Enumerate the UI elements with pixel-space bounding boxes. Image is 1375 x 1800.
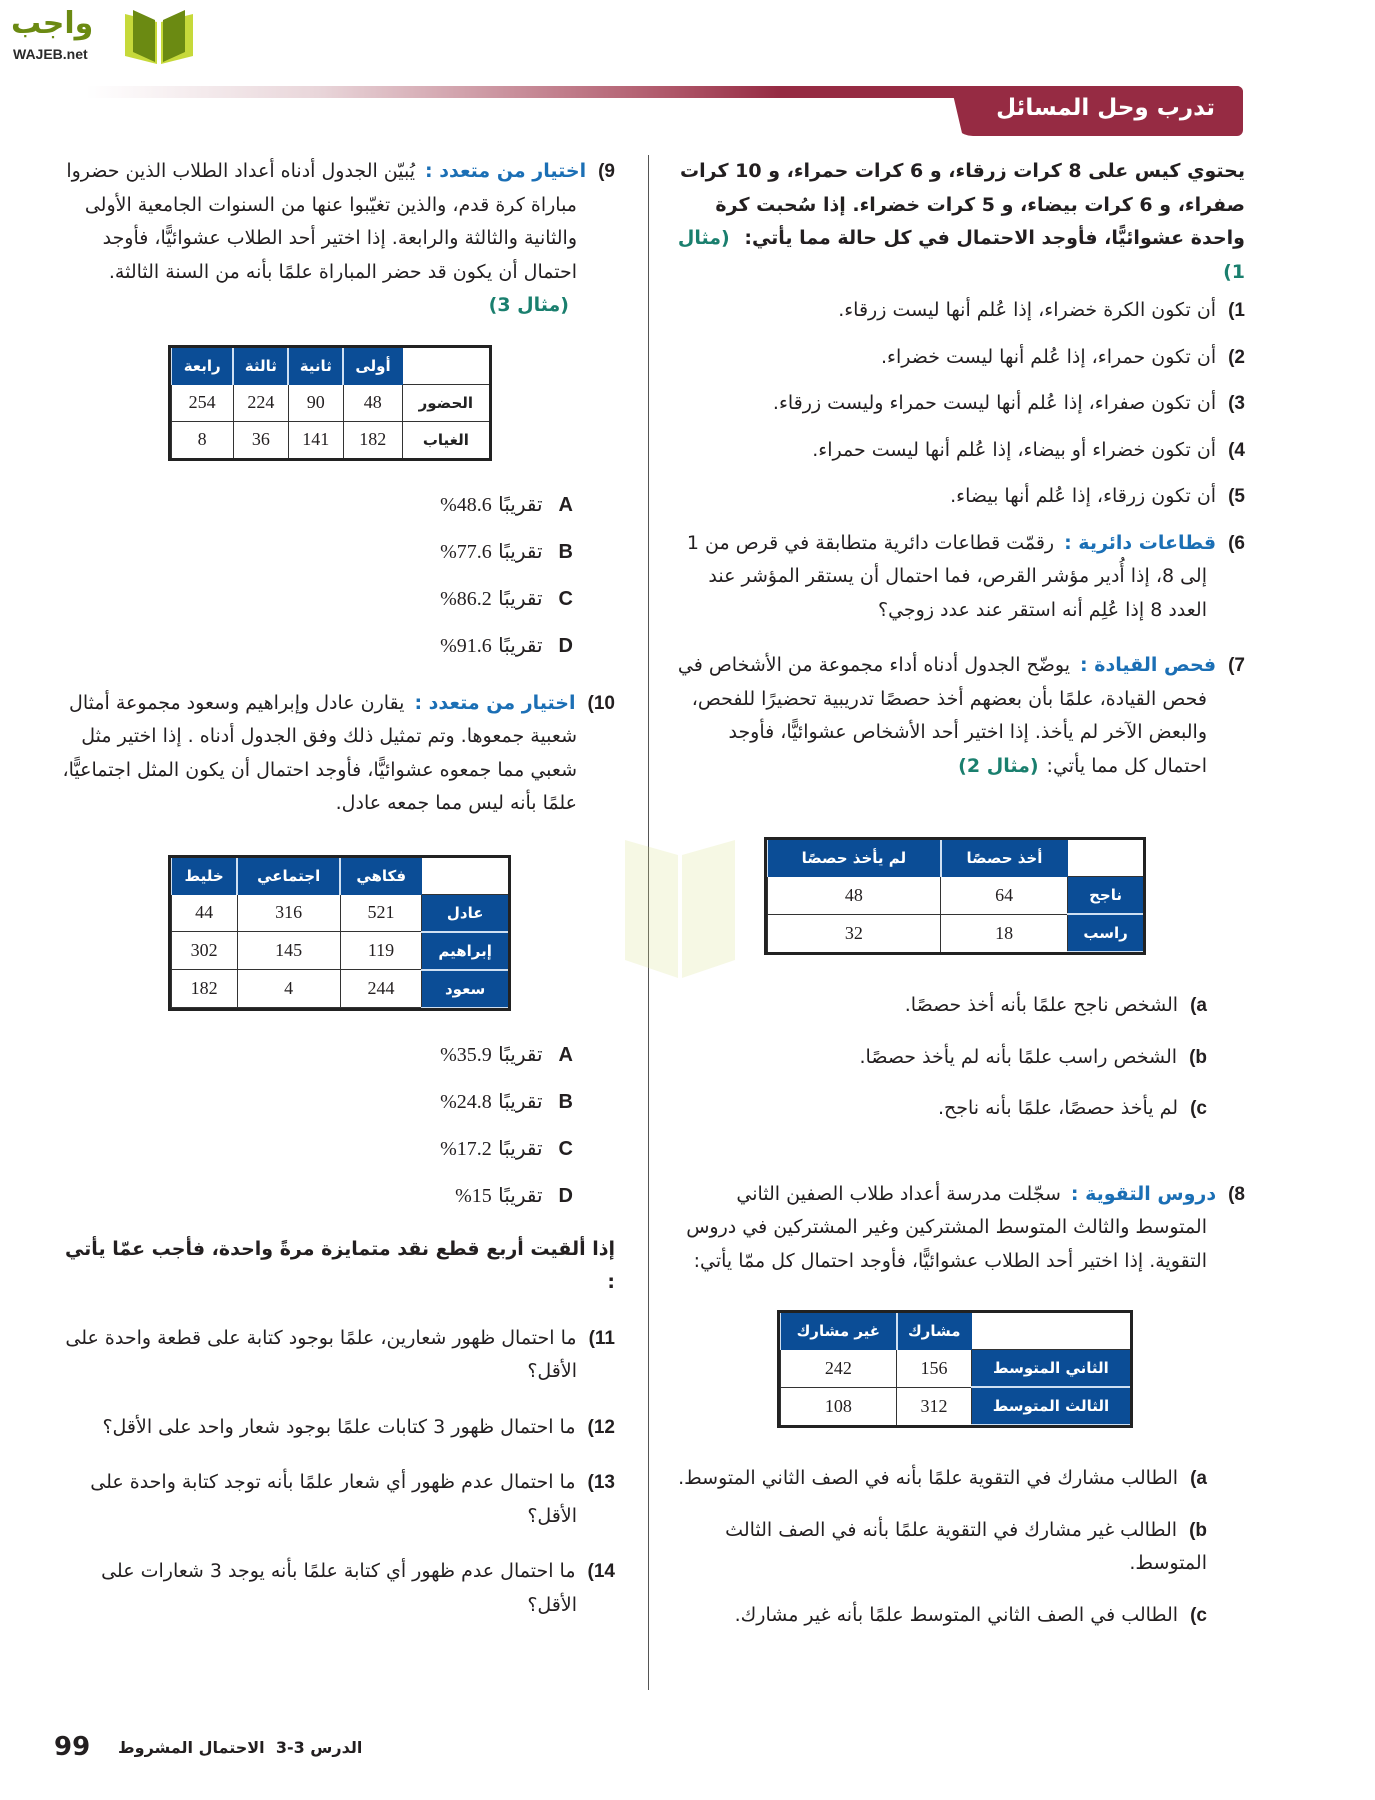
- question-8: [670, 1178, 1245, 1279]
- part-letter: a): [1190, 995, 1207, 1016]
- question-1: [670, 294, 1245, 328]
- table-corner: [971, 1313, 1130, 1350]
- proverbs-table: [170, 857, 509, 1009]
- table-cell: 182: [171, 970, 237, 1008]
- option-letter: B: [558, 540, 573, 563]
- option-letter: A: [558, 493, 573, 516]
- example-ref[interactable]: (مثال 3): [488, 294, 569, 316]
- question-12: [60, 1411, 615, 1445]
- table-row: [767, 877, 1144, 915]
- right-column: [670, 155, 1245, 1632]
- question-8a: [670, 1462, 1245, 1496]
- option-letter: A: [558, 1043, 573, 1066]
- question-keyword: اختيار من متعدد :: [414, 691, 576, 714]
- table-cell: 4: [237, 970, 340, 1008]
- option-suffix: تقريبًا: [498, 1135, 543, 1160]
- table-cell: 316: [237, 894, 340, 932]
- table-row: [767, 914, 1144, 952]
- question-number: 9): [598, 161, 615, 182]
- left-column: [60, 155, 615, 1622]
- question-text: يُبيّن الجدول أدناه أعداد الطلاب الذين حضروا مباراة كرة قدم، والذين تغيّبوا عنها من السنوات الجامعية الأولى والثانية والثالثة والرابعة. إذا اختير أحد الطلاب عشوائيًّا، فأوجد احتمال أن يكون قد حضر المباراة علمًا بأنه من السنة الثالثة.: [66, 160, 577, 283]
- column-divider: [648, 155, 649, 1690]
- answer-option[interactable]: [60, 1039, 573, 1086]
- column-header: فكاهي: [340, 857, 422, 894]
- table-cell: 48: [343, 384, 402, 421]
- table-cell: 8: [171, 421, 233, 458]
- question-5: [670, 480, 1245, 514]
- table-cell: 48: [767, 877, 941, 915]
- answer-option[interactable]: [60, 583, 573, 630]
- column-header: أولى: [343, 347, 402, 384]
- part-letter: c): [1190, 1604, 1207, 1626]
- question-text: ما احتمال عدم ظهور أي كتابة علمًا بأنه يوجد 3 شعارات على الأقل؟: [101, 1560, 577, 1616]
- table-cell: 141: [288, 421, 343, 458]
- option-letter: C: [558, 587, 573, 610]
- question-number: 13): [587, 1472, 615, 1493]
- intro-text: يحتوي كيس على 8 كرات زرقاء، و 6 كرات حمراء، و 10 كرات صفراء، و 6 كرات بيضاء، و 5 كرات خضراء. إذا سُحبت كرة واحدة عشوائيًّا، فأوجد الاحتمال في كل حالة مما يأتي:: [680, 160, 1245, 249]
- question-text: أن تكون صفراء، إذا عُلم أنها ليست حمراء وليست زرقاء.: [772, 392, 1217, 414]
- option-suffix: تقريبًا: [498, 1182, 543, 1207]
- question-number: 3): [1228, 393, 1245, 414]
- question-7b: [670, 1041, 1245, 1075]
- table-cell: 145: [237, 932, 340, 970]
- table-row: [780, 1387, 1131, 1425]
- option-value: 35.9%: [440, 1043, 492, 1066]
- question-8c: [670, 1599, 1245, 1633]
- question-7a: [670, 989, 1245, 1023]
- column-header: خليط: [171, 857, 237, 894]
- column-header: رابعة: [171, 347, 233, 384]
- row-label: راسب: [1068, 914, 1144, 952]
- option-value: 48.6%: [440, 493, 492, 516]
- option-letter: B: [558, 1090, 573, 1113]
- question-6: [670, 527, 1245, 628]
- option-value: 15%: [455, 1184, 492, 1207]
- table-row: [171, 970, 509, 1008]
- problem-intro: [670, 155, 1245, 289]
- part-text: الطالب مشارك في التقوية علمًا بأنه في الصف الثاني المتوسط.: [678, 1467, 1179, 1489]
- question-number: 2): [1228, 346, 1245, 368]
- column-header: لم يأخذ حصصًا: [767, 840, 941, 877]
- table-cell: 156: [897, 1350, 972, 1388]
- table-corner: [402, 347, 489, 384]
- table-header-row: [171, 857, 509, 894]
- example-ref[interactable]: (مثال 1): [677, 227, 1245, 283]
- question-2: [670, 341, 1245, 375]
- question-4: [670, 434, 1245, 468]
- q9-options: [60, 489, 615, 677]
- question-number: 7): [1228, 655, 1245, 676]
- part-letter: b): [1189, 1046, 1207, 1068]
- column-header: أخذ حصصًا: [941, 840, 1068, 877]
- question-3: [670, 387, 1245, 421]
- part-letter: b): [1189, 1519, 1207, 1541]
- question-text: سجّلت مدرسة أعداد طلاب الصفين الثاني المتوسط والثالث المتوسط المشتركين وغير المشتركين في دروس التقوية. إذا اختير أحد الطلاب عشوائيًّا، فأوجد احتمال كل ممّا يأتي:: [686, 1182, 1207, 1272]
- question-keyword: دروس التقوية :: [1070, 1182, 1217, 1205]
- question-keyword: فحص القيادة :: [1080, 654, 1217, 676]
- question-text: رقمّت قطاعات دائرية متطابقة في قرص من 1 إلى 8، إذا أُدير مؤشر القرص، فما احتمال أن يستقر المؤشر عند العدد 8 إذا عُلِم أنه استقر عند عدد زوجي؟: [686, 531, 1207, 621]
- table-cell: 32: [767, 914, 941, 952]
- table-cell: 36: [233, 421, 288, 458]
- question-text: يوضّح الجدول أدناه أداء مجموعة من الأشخاص في فحص القيادة، علمًا بأن بعضهم أخذ حصصًا تدريبية تحضيرًا للفحص، والبعض الآخر لم يأخذ. إذا اختير أحد الأشخاص عشوائيًّا، فأوجد احتمال كل مما يأتي:: [677, 654, 1207, 777]
- table-cell: 312: [897, 1387, 972, 1425]
- q10-options: [60, 1039, 615, 1227]
- column-header: ثانية: [288, 347, 343, 384]
- part-text: لم يأخذ حصصًا، علمًا بأنه ناجح.: [937, 1097, 1179, 1119]
- option-value: 24.8%: [440, 1090, 492, 1113]
- row-label: الثالث المتوسط: [971, 1387, 1130, 1425]
- driving-test-table: [766, 839, 1144, 953]
- answer-option[interactable]: [60, 1180, 573, 1227]
- table-cell: 90: [288, 384, 343, 421]
- option-suffix: تقريبًا: [498, 491, 543, 516]
- question-keyword: قطاعات دائرية :: [1064, 531, 1217, 554]
- table-row: [171, 421, 490, 458]
- column-header: ثالثة: [233, 347, 288, 384]
- question-number: 5): [1228, 486, 1245, 507]
- question-7: [670, 649, 1245, 783]
- table-header-row: [780, 1313, 1131, 1350]
- question-text: أن تكون حمراء، إذا عُلم أنها ليست خضراء.: [880, 345, 1217, 368]
- row-label: سعود: [422, 970, 509, 1008]
- attendance-table: [170, 347, 490, 459]
- option-value: 17.2%: [440, 1137, 492, 1160]
- question-number: 4): [1228, 439, 1245, 461]
- logo-latin: WAJEB.net: [13, 46, 88, 62]
- wajeb-logo: [11, 6, 191, 66]
- option-letter: D: [558, 634, 573, 657]
- question-number: 8): [1228, 1183, 1245, 1205]
- question-9: [60, 155, 615, 323]
- option-letter: D: [558, 1184, 573, 1207]
- table-cell: 108: [780, 1387, 897, 1425]
- table-cell: 521: [340, 894, 422, 932]
- logo-arabic: واجب: [11, 6, 94, 41]
- table-cell: 302: [171, 932, 237, 970]
- option-letter: C: [558, 1137, 573, 1160]
- row-label: الحضور: [402, 384, 489, 421]
- table-corner: [1068, 840, 1144, 877]
- table-cell: 44: [171, 894, 237, 932]
- answer-option[interactable]: [60, 536, 573, 583]
- table-row: [171, 384, 490, 421]
- table-cell: 18: [941, 914, 1068, 952]
- question-number: 1): [1228, 300, 1245, 321]
- table-cell: 254: [171, 384, 233, 421]
- question-number: 14): [587, 1561, 615, 1582]
- option-value: 91.6%: [440, 634, 492, 657]
- question-8b: [670, 1514, 1245, 1581]
- table-row: [171, 932, 509, 970]
- table-header-row: [171, 347, 490, 384]
- question-number: 6): [1228, 532, 1245, 554]
- table-cell: 119: [340, 932, 422, 970]
- question-text: ما احتمال ظهور شعارين، علمًا بوجود كتابة على قطعة واحدة على الأقل؟: [65, 1326, 577, 1382]
- answer-option[interactable]: [60, 1133, 573, 1180]
- page-number: 99: [54, 1732, 91, 1762]
- question-10: [60, 687, 615, 821]
- part-text: الشخص راسب علمًا بأنه لم يأخذ حصصًا.: [859, 1045, 1178, 1068]
- row-label: ناجح: [1068, 877, 1144, 915]
- table-cell: 64: [941, 877, 1068, 915]
- question-text: ما احتمال عدم ظهور أي شعار علمًا بأنه توجد كتابة واحدة على الأقل؟: [90, 1471, 577, 1527]
- option-suffix: تقريبًا: [498, 1041, 543, 1066]
- part-text: الطالب غير مشارك في التقوية علمًا بأنه في الصف الثالث المتوسط.: [725, 1518, 1207, 1574]
- lesson-title: الاحتمال المشروط: [118, 1738, 265, 1757]
- option-suffix: تقريبًا: [498, 585, 543, 610]
- option-value: 86.2%: [440, 587, 492, 610]
- question-number: 12): [587, 1416, 615, 1438]
- table-cell: 244: [340, 970, 422, 1008]
- question-number: 11): [588, 1327, 615, 1349]
- row-label: إبراهيم: [422, 932, 509, 970]
- question-text: أن تكون زرقاء، إذا عُلم أنها بيضاء.: [950, 485, 1217, 507]
- part-letter: a): [1190, 1468, 1207, 1489]
- table-cell: 242: [780, 1350, 897, 1388]
- question-text: يقارن عادل وإبراهيم وسعود مجموعة أمثال شعبية جمعوها. وتم تمثيل ذلك وفق الجدول أدناه . إذا اختير مثل شعبي مما جمعوه عشوائيًّا، فأوجد احتمال أن يكون المثل اجتماعيًّا، علمًا بأنه ليس مما جمعه عادل.: [62, 691, 577, 814]
- row-label: الثاني المتوسط: [971, 1350, 1130, 1388]
- question-13: [60, 1466, 615, 1533]
- option-suffix: تقريبًا: [498, 632, 543, 657]
- question-text: أن تكون خضراء أو بيضاء، إذا عُلم أنها ليست حمراء.: [812, 438, 1217, 461]
- tutoring-table: [779, 1312, 1131, 1426]
- option-suffix: تقريبًا: [498, 538, 543, 563]
- row-label: الغياب: [402, 421, 489, 458]
- column-header: مشارك: [897, 1313, 972, 1350]
- option-suffix: تقريبًا: [498, 1088, 543, 1113]
- option-value: 77.6%: [440, 540, 492, 563]
- table-cell: 224: [233, 384, 288, 421]
- question-keyword: اختيار من متعدد :: [425, 160, 587, 182]
- question-14: [60, 1555, 615, 1622]
- answer-option[interactable]: [60, 489, 573, 536]
- question-text: ما احتمال ظهور 3 كتابات علمًا بوجود شعار واحد على الأقل؟: [102, 1415, 576, 1438]
- example-ref[interactable]: (مثال 2): [958, 754, 1039, 777]
- table-cell: 182: [343, 421, 402, 458]
- coins-intro: إذا ألقيت أربع قطع نقد متمايزة مرةً واحدة، فأجب عمّا يأتي :: [64, 1237, 615, 1293]
- table-corner: [422, 857, 509, 894]
- part-text: الطالب في الصف الثاني المتوسط علمًا بأنه غير مشارك.: [734, 1603, 1179, 1626]
- lesson-footer: [118, 1738, 362, 1757]
- question-11: [60, 1322, 615, 1389]
- part-letter: c): [1190, 1098, 1207, 1119]
- column-header: اجتماعي: [237, 857, 340, 894]
- table-header-row: [767, 840, 1144, 877]
- column-header: غير مشارك: [780, 1313, 897, 1350]
- table-row: [780, 1350, 1131, 1388]
- answer-option[interactable]: [60, 630, 573, 677]
- section-title: تدرب وحل المسائل: [996, 95, 1215, 121]
- question-7c: [670, 1092, 1245, 1126]
- part-text: الشخص ناجح علمًا بأنه أخذ حصصًا.: [904, 994, 1179, 1016]
- question-number: 10): [587, 692, 615, 714]
- lesson-number: الدرس 3-3: [275, 1738, 363, 1757]
- open-book-icon: [119, 8, 199, 66]
- question-text: أن تكون الكرة خضراء، إذا عُلم أنها ليست زرقاء.: [838, 299, 1217, 321]
- table-row: [171, 894, 509, 932]
- answer-option[interactable]: [60, 1086, 573, 1133]
- row-label: عادل: [422, 894, 509, 932]
